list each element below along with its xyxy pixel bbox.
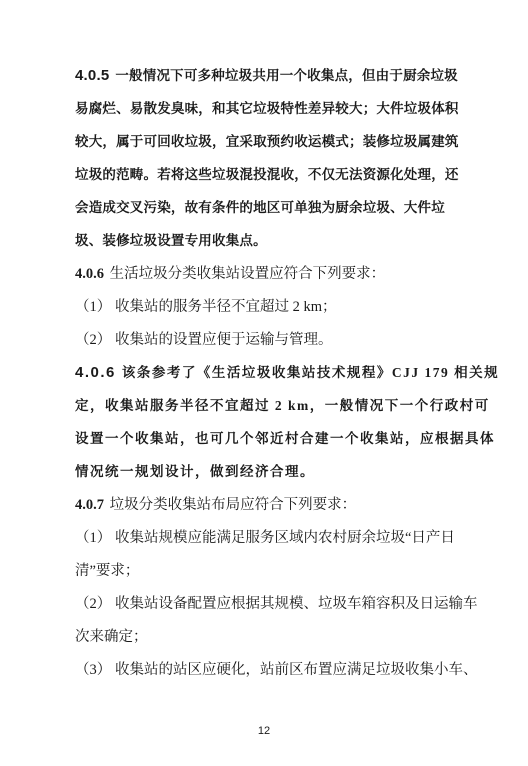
clause-4-0-7-item-1-line-1: （1） 收集站规模应能满足服务区域内农村厨余垃圾“日产日	[75, 530, 455, 546]
clause-4-0-7-item-2-line-2: 次来确定；	[75, 629, 148, 645]
clause-4-0-7-item-2-line-1: （2） 收集站设备配置应根据其规模、垃圾车箱容积及日运输车	[75, 596, 478, 612]
explanation-4-0-6-line-1: 4.0.6 该条参考了《生活垃圾收集站技术规程》CJJ 179 相关规	[75, 364, 500, 381]
clause-number: 4.0.7	[75, 497, 104, 513]
clause-number: 4.0.6	[75, 266, 104, 282]
explanation-4-0-5-line-6: 圾、装修垃圾设置专用收集点。	[75, 233, 267, 248]
page-number: 12	[257, 725, 271, 737]
clause-4-0-7-item-1-line-2: 清”要求；	[75, 563, 140, 579]
clause-4-0-7-heading: 4.0.7 垃圾分类收集站布局应符合下列要求：	[75, 497, 357, 513]
explanation-4-0-6-line-3: 设置一个收集站，也可几个邻近村合建一个收集站，应根据具体	[75, 431, 495, 446]
clause-number: 4.0.5	[75, 67, 110, 84]
explanation-4-0-5-line-5: 会造成交叉污染，故有条件的地区可单独为厨余垃圾、大件垃	[75, 200, 445, 215]
clause-4-0-6-item-2: （2） 收集站的设置应便于运输与管理。	[75, 332, 333, 348]
clause-4-0-6-heading: 4.0.6 生活垃圾分类收集站设置应符合下列要求：	[75, 266, 386, 282]
explanation-4-0-5-line-3: 较大，属于可回收垃圾，宜采取预约收运模式；装修垃圾属建筑	[75, 134, 459, 149]
clause-number: 4.0.6	[75, 364, 116, 381]
explanation-4-0-6-line-4: 情况统一规划设计，做到经济合理。	[75, 464, 315, 479]
clause-4-0-7-item-3-line-1: （3） 收集站的站区应硬化，站前区布置应满足垃圾收集小车、	[75, 662, 478, 678]
explanation-4-0-5-line-4: 垃圾的范畴。若将这些垃圾混投混收，不仅无法资源化处理，还	[75, 167, 459, 182]
clause-4-0-6-item-1: （1） 收集站的服务半径不宜超过 2 km；	[75, 299, 337, 315]
explanation-4-0-5-line-1: 4.0.5 一般情况下可多种垃圾共用一个收集点，但由于厨余垃圾	[75, 67, 458, 84]
explanation-4-0-6-line-2: 定，收集站服务半径不宜超过 2 km，一般情况下一个行政村可	[75, 398, 490, 413]
explanation-4-0-5-line-2: 易腐烂、易散发臭味，和其它垃圾特性差异较大；大件垃圾体积	[75, 101, 459, 116]
